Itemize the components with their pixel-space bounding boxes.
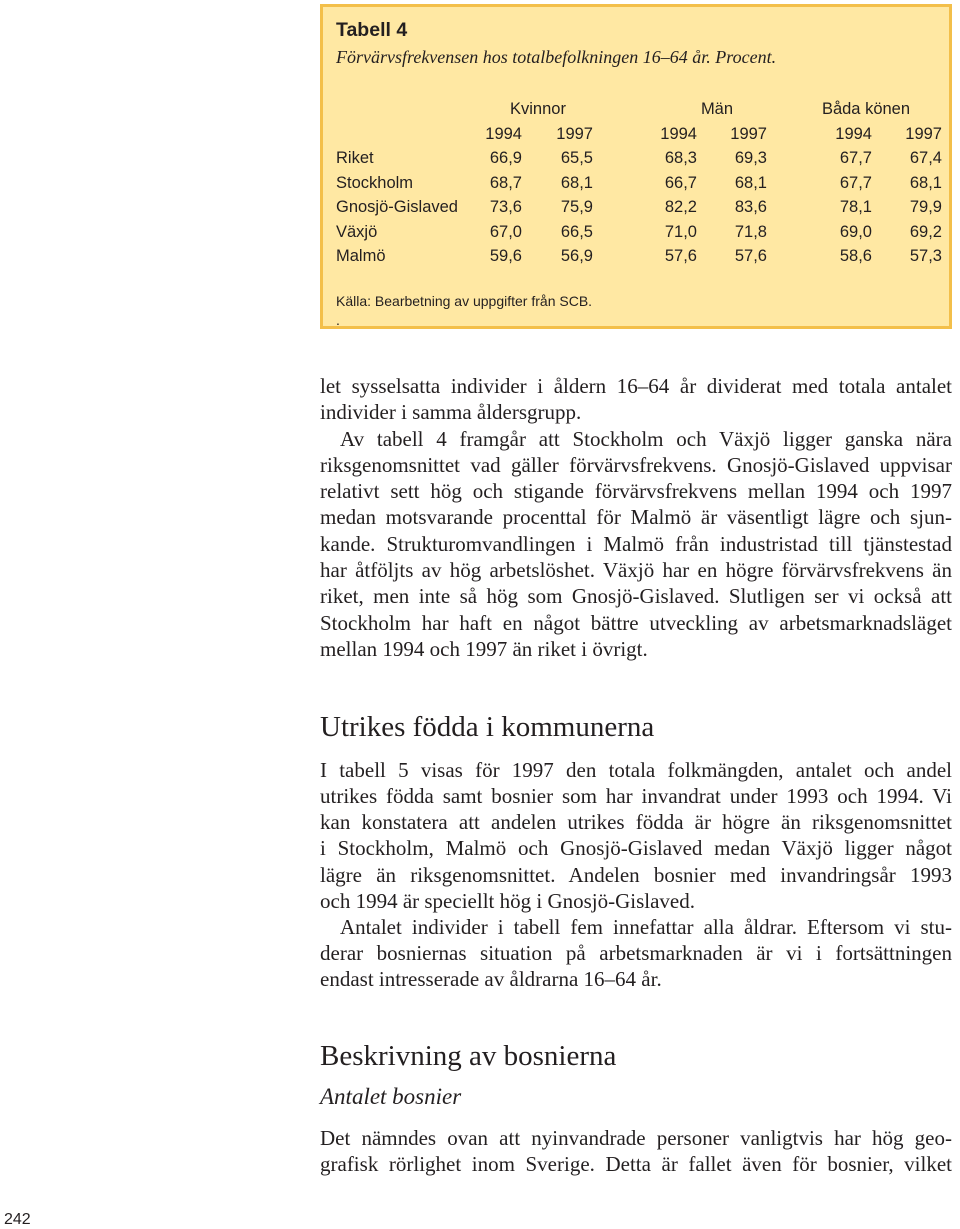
column-group-bada-konen: Båda könen bbox=[821, 100, 911, 118]
body-line: Antalet individer i tabell fem innefattar alla åldrar. Eftersom vi stu- bbox=[340, 914, 952, 939]
table-cell: 68,3 bbox=[664, 149, 697, 167]
column-group-kvinnor: Kvinnor bbox=[510, 100, 566, 118]
column-group-man: Män bbox=[700, 100, 734, 118]
body-text-block bbox=[320, 757, 952, 992]
body-text-block bbox=[320, 373, 952, 662]
body-line: let sysselsatta individer i åldern 16–64 år dividerat med totala antalet bbox=[320, 374, 952, 398]
year-header-row bbox=[336, 122, 942, 147]
row-label: Gnosjö-Gislaved bbox=[336, 198, 458, 216]
body-line: derar bosniernas situation på arbetsmarknaden är vi i fortsättningen bbox=[320, 940, 952, 965]
table-cell: 82,2 bbox=[664, 198, 697, 216]
table-cell: 57,3 bbox=[909, 247, 942, 265]
table-cell: 66,9 bbox=[489, 149, 522, 167]
body-line: I tabell 5 visas för 1997 den totala folkmängden, antalet och andel bbox=[320, 758, 952, 782]
body-line: Av tabell 4 framgår att Stockholm och Växjö ligger ganska nära bbox=[340, 426, 952, 451]
table-cell: 67,0 bbox=[489, 222, 522, 241]
body-line: har åtföljts av hög arbetslöshet. Växjö har en högre förvärvsfrekvens än bbox=[320, 558, 952, 583]
body-line: riksgenomsnittet vad gäller förvärvsfrekvens. Gnosjö-Gislaved uppvisar bbox=[320, 452, 952, 477]
body-line: Det nämndes ovan att nyinvandrade personer vanligtvis har hög geo- bbox=[320, 1126, 952, 1150]
row-label: Växjö bbox=[336, 222, 378, 241]
table-row bbox=[336, 244, 942, 269]
table-cell: 79,9 bbox=[909, 198, 942, 216]
body-line: relativt sett hög och stigande förvärvsfrekvens mellan 1994 och 1997 bbox=[320, 479, 952, 504]
table-row bbox=[336, 220, 942, 245]
table-cell: 69,2 bbox=[909, 222, 942, 241]
table-source-note: Källa: Bearbetning av uppgifter från SCB. bbox=[336, 293, 593, 309]
table-cell: 57,6 bbox=[734, 247, 767, 265]
table-cell: 68,1 bbox=[734, 173, 767, 192]
table-cell: 59,6 bbox=[489, 247, 522, 265]
body-line: utrikes födda samt bosnier som har invandrat under 1993 och 1994. Vi bbox=[320, 784, 952, 809]
year-header: 1997 bbox=[730, 124, 767, 143]
body-line: Stockholm har haft en något bättre utveckling av arbetsmarknadsläget bbox=[320, 610, 952, 635]
table-cell: 73,6 bbox=[489, 198, 522, 216]
body-line: lägre än riksgenomsnittet. Andelen bosnier med invandringsår 1993 bbox=[320, 862, 952, 887]
table-cell: 67,7 bbox=[839, 173, 872, 192]
table-cell: 56,9 bbox=[560, 247, 593, 265]
body-line: och 1994 är speciellt hög i Gnosjö-Gislaved. bbox=[320, 888, 696, 913]
table-cell: 65,5 bbox=[560, 149, 593, 167]
table-cell: 78,1 bbox=[839, 198, 872, 216]
table-row bbox=[336, 171, 942, 196]
table-cell: 66,7 bbox=[664, 173, 697, 192]
year-header: 1994 bbox=[485, 124, 522, 143]
table-box bbox=[320, 4, 952, 329]
table-cell: 68,1 bbox=[909, 173, 942, 192]
year-header: 1997 bbox=[905, 124, 942, 143]
table-row bbox=[336, 195, 942, 220]
year-header: 1997 bbox=[556, 124, 593, 143]
body-line: riket, men inte så hög som Gnosjö-Gislaved. Slutligen ser vi också att bbox=[320, 584, 952, 609]
body-line: i Stockholm, Malmö och Gnosjö-Gislaved medan Växjö ligger något bbox=[320, 836, 952, 861]
section-heading: Utrikes födda i kommunerna bbox=[320, 711, 655, 743]
body-line: endast intresserade av åldrarna 16–64 år. bbox=[320, 967, 662, 992]
table-cell: 68,1 bbox=[560, 173, 593, 192]
body-line: individer i samma åldersgrupp. bbox=[320, 400, 582, 425]
row-label: Stockholm bbox=[336, 173, 414, 192]
table-cell: 57,6 bbox=[664, 247, 697, 265]
body-line: mellan 1994 och 1997 än riket i övrigt. bbox=[320, 636, 648, 661]
subsection-heading: Antalet bosnier bbox=[320, 1084, 462, 1109]
table-cell: 67,7 bbox=[839, 149, 872, 167]
year-header: 1994 bbox=[835, 124, 872, 143]
page-number: 242 bbox=[4, 1211, 31, 1228]
year-header: 1994 bbox=[660, 124, 697, 143]
row-label-blank bbox=[336, 122, 468, 147]
row-label: Riket bbox=[336, 149, 374, 167]
body-line: kan konstatera att andelen utrikes födda är högre än riksgenomsnittet bbox=[320, 810, 952, 835]
table-row bbox=[336, 146, 942, 171]
table-cell: 66,5 bbox=[560, 222, 593, 241]
body-line: grafisk rörlighet inom Sverige. Detta är fallet även för bosnier, vilket bbox=[320, 1152, 952, 1176]
table-cell: 67,4 bbox=[909, 149, 942, 167]
table-cell: 69,3 bbox=[734, 149, 767, 167]
body-line: kande. Strukturomvandlingen i Malmö från industristad till tjänstestad bbox=[320, 531, 952, 556]
body-text-block bbox=[320, 1125, 952, 1177]
body-line: medan motsvarande procenttal för Malmö är väsentligt lägre och sjun- bbox=[320, 505, 952, 530]
section-heading: Beskrivning av bosnierna bbox=[320, 1040, 617, 1072]
column-group-header-row bbox=[336, 97, 942, 122]
row-label: Malmö bbox=[336, 247, 386, 265]
table-caption: Förvärvsfrekvensen hos totalbefolkningen 16–64 år. Procent. bbox=[336, 47, 777, 67]
table-title: Tabell 4 bbox=[336, 19, 408, 41]
table-cell: 68,7 bbox=[489, 173, 522, 192]
table-cell: 71,0 bbox=[664, 222, 697, 241]
table-trailing-mark: . bbox=[336, 312, 340, 328]
table-cell: 71,8 bbox=[734, 222, 767, 241]
table-cell: 75,9 bbox=[560, 198, 593, 216]
data-table bbox=[336, 97, 942, 269]
table-cell: 83,6 bbox=[734, 198, 767, 216]
table-cell: 69,0 bbox=[839, 222, 872, 241]
table-cell: 58,6 bbox=[839, 247, 872, 265]
